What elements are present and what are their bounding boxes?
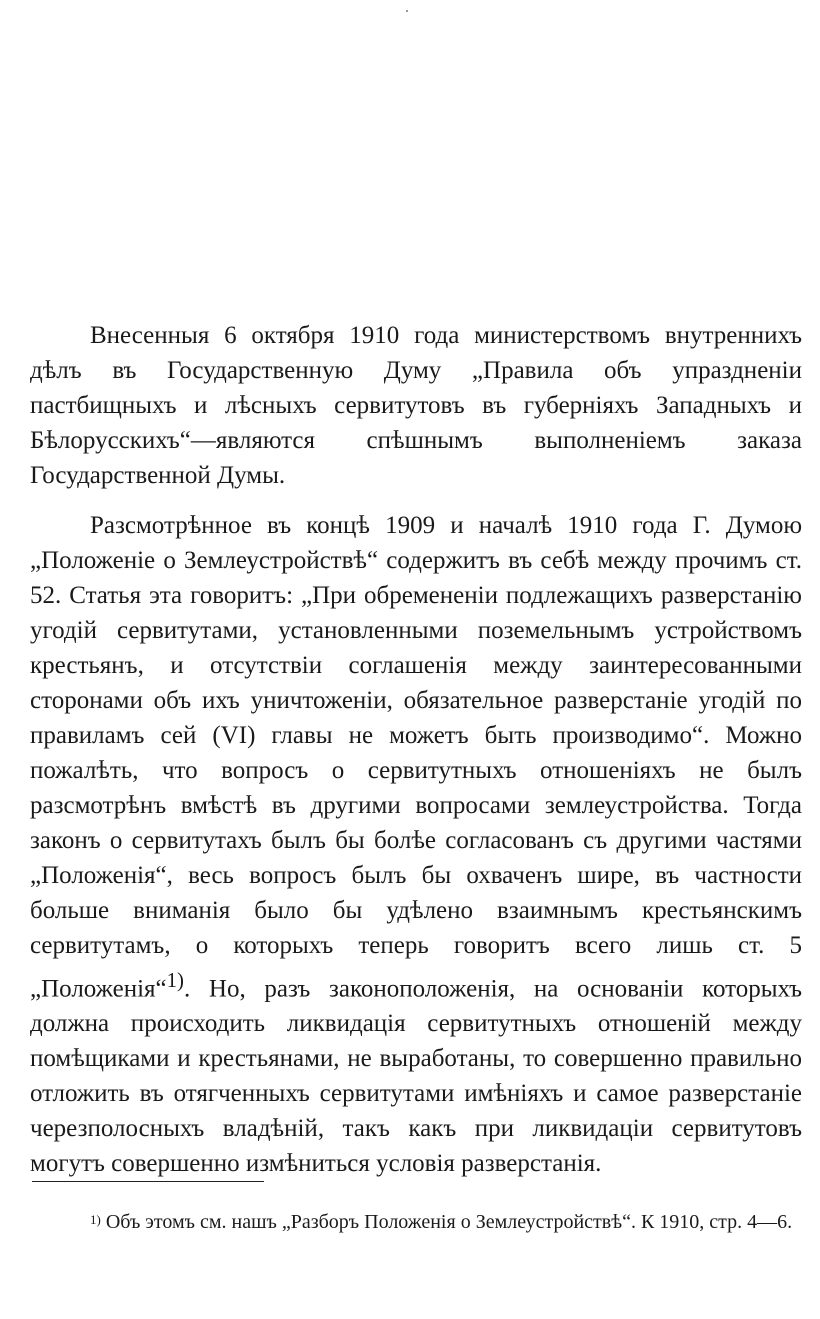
paragraph-2: Разсмотрѣнное въ концѣ 1909 и началѣ 1910 года Г. Думою „Положеніе о Землеустройствѣ“ содержитъ въ себѣ между прочимъ ст. 52. Статья эта говоритъ: „При обремененіи подлежащихъ разверстанію угодій сервитутами, установленными поземельнымъ устройствомъ крестьянъ, и отсутствіи соглашенія между заинтересованными сторонами объ ихъ уничтоженіи, обязательное разверстаніе угодій по правиламъ сей (VI) главы не можетъ быть производимо“. Можно пожалѣть, что вопросъ о сервитутныхъ отношеніяхъ не былъ разсмотрѣнъ вмѣстѣ въ другими вопросами землеустройства. Тогда законъ о сервитутахъ былъ бы болѣе согласованъ съ другими частями „Положенія“, весь вопросъ былъ бы охваченъ шире, въ частности больше вниманія было бы удѣлено взаимнымъ крестьянскимъ сервитутамъ, о которыхъ теперь говоритъ всего лишь ст. 5 „Положенія“$^{1)}$. Но, разъ законоположенія, на основаніи которыхъ должна происходить ликвидація сервитутныхъ отношеній между помѣщиками и крестьянами, не выработаны, то совершенно правильно отложить въ отягченныхъ сервитутами имѣніяхъ и самое разверстаніе черезполосныхъ владѣній, такъ какъ при ликвидаціи сервитутовъ могутъ совершенно измѣниться условія разверстанія. (30, 512, 803, 1178)
paragraph-2-text: Разсмотрѣнное въ концѣ 1909 и началѣ 1910 года Г. Думою „Положеніе о Землеустройствѣ“ содержитъ въ себѣ между прочимъ ст. 52. Статья эта говоритъ: „При обремененіи подлежащихъ разверстанію угодій сервитутами, установленными поземельнымъ устройствомъ крестьянъ, и отсутствіи соглашенія между заинтересованными сторонами объ ихъ уничтоженіи, обязательное разверстаніе угодій по правиламъ сей (VI) главы не можетъ быть производимо“. Можно пожалѣть, что вопросъ о сервитутныхъ отношеніяхъ не былъ разсмотрѣнъ вмѣстѣ въ другими вопросами землеустройства. Тогда законъ о сервитутахъ былъ бы болѣе согласованъ съ другими частями „Положенія“, весь вопросъ былъ бы охваченъ шире, въ частности больше вниманія было бы удѣлено взаимнымъ крестьянскимъ сервитутамъ, о которыхъ теперь говоритъ всего лишь ст. 5 „Положенія“ (30, 512, 802, 1003)
scan-speck (406, 10, 408, 12)
main-text (30, 318, 802, 1181)
paragraph-1: Внесенныя 6 октября 1910 года министерствомъ внутреннихъ дѣлъ въ Государственную Думу „Правила объ упраздненіи пастбищныхъ и лѣсныхъ сервитутовъ въ губерніяхъ Западныхъ и Бѣлорусскихъ“—являются спѣшнымъ выполненіемъ заказа Государственной Думы. (30, 322, 802, 489)
footnote-text: Объ этомъ см. нашъ „Разборъ Положенія о Землеустройствѣ“. К 1910, стр. 4—6. (105, 1211, 793, 1233)
footnote-divider (32, 1181, 264, 1182)
paragraph-2-continuation: Но, разъ законоположенія, на основаніи которыхъ должна происходить ликвидація сервитутныхъ отношеній между помѣщиками и крестьянами, не выработаны, то совершенно правильно отложить въ отягченныхъ сервитутами имѣніяхъ и самое разверстаніе черезполосныхъ владѣній, такъ какъ при ликвидаціи сервитутовъ могутъ совершенно измѣниться условія разверстанія. (30, 975, 803, 1178)
footnote-marker: 1) (166, 968, 184, 992)
footnote (30, 1206, 802, 1238)
footnote-number: 1) (90, 1212, 101, 1227)
